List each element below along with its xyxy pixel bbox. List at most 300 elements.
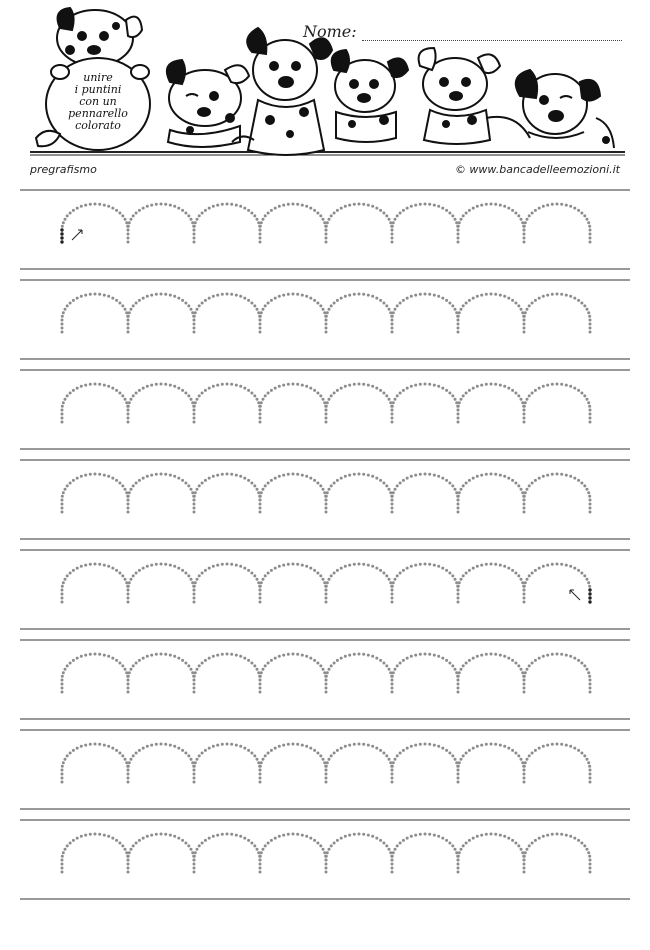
trace-dot <box>391 499 394 502</box>
trace-dot <box>187 844 190 847</box>
trace-dot <box>250 212 253 215</box>
dotted-arch[interactable] <box>457 383 526 424</box>
dotted-arch[interactable] <box>523 653 592 694</box>
dotted-arch[interactable] <box>325 563 394 604</box>
trace-dot <box>523 769 526 772</box>
trace-dot <box>103 564 106 567</box>
trace-dot <box>499 564 502 567</box>
trace-dot <box>260 581 263 584</box>
trace-dot <box>520 668 523 671</box>
trace-dot <box>476 655 479 658</box>
trace-dot <box>66 484 69 487</box>
trace-dot <box>66 844 69 847</box>
trace-dot <box>485 293 488 296</box>
dotted-arch[interactable] <box>523 293 592 334</box>
trace-dot <box>111 297 114 300</box>
dotted-arch[interactable] <box>193 383 262 424</box>
trace-dot <box>322 488 325 491</box>
trace-dot <box>201 572 204 575</box>
dotted-arch[interactable] <box>325 293 394 334</box>
dotted-arch[interactable] <box>193 203 262 244</box>
trace-dot <box>127 417 130 420</box>
trace-dot <box>589 413 592 416</box>
trace-dot <box>193 867 196 870</box>
dotted-arch[interactable] <box>61 383 130 424</box>
trace-dot <box>588 405 591 408</box>
trace-dot <box>460 308 463 311</box>
trace-dot <box>465 572 468 575</box>
trace-dot <box>410 295 413 298</box>
trace-dot <box>193 859 196 862</box>
trace-dot <box>465 842 468 845</box>
trace-dot <box>184 842 187 845</box>
trace-dot <box>494 383 497 386</box>
trace-dot <box>118 572 121 575</box>
trace-dot <box>169 384 172 387</box>
dotted-arch[interactable] <box>61 563 130 604</box>
trace-dot <box>433 744 436 747</box>
trace-dot <box>340 837 343 840</box>
dotted-arch[interactable] <box>391 203 460 244</box>
dotted-arch[interactable] <box>61 293 130 334</box>
trace-dot <box>457 855 460 858</box>
dotted-arch[interactable] <box>127 563 196 604</box>
trace-dot <box>309 207 312 210</box>
trace-dot <box>111 477 114 480</box>
trace-dot <box>247 659 250 662</box>
trace-dot <box>319 754 322 757</box>
trace-dot <box>336 659 339 662</box>
trace-dot <box>348 654 351 657</box>
trace-dot <box>402 569 405 572</box>
trace-dot <box>523 511 526 514</box>
dotted-arch[interactable] <box>127 293 196 334</box>
trace-dot <box>193 507 196 510</box>
dotted-arch[interactable] <box>391 473 460 514</box>
trace-dot <box>521 671 524 674</box>
trace-dot <box>583 574 586 577</box>
trace-dot <box>534 839 537 842</box>
trace-dot <box>247 389 250 392</box>
dotted-arch[interactable] <box>325 833 394 874</box>
trace-dot <box>392 671 395 674</box>
trace-dot <box>169 474 172 477</box>
trace-dot <box>523 777 526 780</box>
dotted-arch[interactable] <box>523 833 592 874</box>
dotted-arch[interactable] <box>391 563 460 604</box>
dotted-arch[interactable] <box>259 383 328 424</box>
dotted-arch[interactable] <box>61 653 130 694</box>
trace-dot <box>127 593 130 596</box>
trace-dot <box>198 484 201 487</box>
trace-dot <box>394 218 397 221</box>
dotted-arch[interactable] <box>259 293 328 334</box>
trace-dot <box>142 837 145 840</box>
trace-dot <box>523 871 526 874</box>
trace-dot <box>204 299 207 302</box>
trace-dot <box>514 482 517 485</box>
trace-dot <box>520 398 523 401</box>
trace-dot <box>323 221 326 224</box>
trace-dot <box>325 773 328 776</box>
trace-dot <box>64 758 67 761</box>
trace-dot <box>262 848 265 851</box>
dotted-arch[interactable] <box>325 743 394 784</box>
trace-dot <box>521 401 524 404</box>
trace-dot <box>419 473 422 476</box>
dotted-arch[interactable] <box>325 473 394 514</box>
trace-dot <box>196 398 199 401</box>
trace-dot <box>259 417 262 420</box>
trace-dot <box>94 563 97 566</box>
trace-dot <box>388 578 391 581</box>
trace-dot <box>325 691 328 694</box>
dotted-arch[interactable] <box>523 743 592 784</box>
trace-dot <box>191 221 194 224</box>
trace-dot <box>340 567 343 570</box>
dotted-arch[interactable] <box>259 653 328 694</box>
dotted-arch[interactable] <box>325 653 394 694</box>
trace-dot <box>503 205 506 208</box>
trace-dot <box>325 241 328 244</box>
dotted-arch[interactable] <box>391 383 460 424</box>
dotted-arch[interactable] <box>457 293 526 334</box>
trace-dot <box>169 744 172 747</box>
trace-dot <box>115 839 118 842</box>
trace-dot <box>391 691 394 694</box>
trace-dot <box>523 229 526 232</box>
trace-dot <box>160 473 163 476</box>
dotted-arch[interactable] <box>325 203 394 244</box>
trace-dot <box>66 214 69 217</box>
trace-dot <box>382 842 385 845</box>
trace-dot <box>173 565 176 568</box>
dotted-arch[interactable] <box>61 203 130 244</box>
trace-dot <box>84 564 87 567</box>
trace-dot <box>348 204 351 207</box>
trace-dot <box>259 593 262 596</box>
trace-dot <box>580 302 583 305</box>
trace-dot <box>256 578 259 581</box>
trace-dot <box>169 204 172 207</box>
trace-dot <box>480 384 483 387</box>
trace-dot <box>253 844 256 847</box>
dotted-arch[interactable] <box>391 743 460 784</box>
trace-dot <box>457 589 460 592</box>
trace-dot <box>61 323 64 326</box>
trace-dot <box>61 417 64 420</box>
trace-dot <box>507 387 510 390</box>
trace-dot <box>414 834 417 837</box>
trace-dot <box>333 302 336 305</box>
trace-dot <box>410 475 413 478</box>
trace-dot <box>476 385 479 388</box>
trace-dot <box>61 683 64 686</box>
trace-dot <box>264 664 267 667</box>
trace-dot <box>259 241 262 244</box>
trace-dot <box>309 387 312 390</box>
trace-dot <box>274 297 277 300</box>
trace-dot <box>239 205 242 208</box>
trace-dot <box>396 754 399 757</box>
trace-dot <box>61 589 64 592</box>
dotted-arch[interactable] <box>61 473 130 514</box>
trace-dot <box>184 572 187 575</box>
trace-dot <box>458 401 461 404</box>
dotted-arch[interactable] <box>61 743 130 784</box>
trace-dot <box>472 207 475 210</box>
trace-dot <box>260 851 263 854</box>
trace-dot <box>118 302 121 305</box>
trace-dot <box>72 839 75 842</box>
trace-dot <box>313 299 316 302</box>
trace-dot <box>524 221 527 224</box>
trace-dot <box>485 473 488 476</box>
trace-dot <box>267 842 270 845</box>
trace-dot <box>353 833 356 836</box>
dotted-arch[interactable] <box>127 743 196 784</box>
dotted-arch[interactable] <box>193 473 262 514</box>
dotted-arch[interactable] <box>193 743 262 784</box>
trace-dot <box>278 745 281 748</box>
dotted-arch[interactable] <box>127 383 196 424</box>
dotted-arch[interactable] <box>193 653 262 694</box>
trace-dot <box>125 761 128 764</box>
trace-dot <box>313 569 316 572</box>
trace-dot <box>437 475 440 478</box>
trace-dot <box>394 398 397 401</box>
trace-dot <box>468 209 471 212</box>
trace-dot <box>260 401 263 404</box>
trace-dot <box>247 839 250 842</box>
trace-dot <box>362 833 365 836</box>
trace-dot <box>142 207 145 210</box>
trace-dot <box>142 567 145 570</box>
trace-dot <box>325 601 328 604</box>
trace-dot <box>428 653 431 656</box>
trace-dot <box>468 389 471 392</box>
trace-dot <box>212 475 215 478</box>
trace-dot <box>325 237 328 240</box>
trace-dot <box>164 653 167 656</box>
trace-dot <box>325 315 328 318</box>
dotted-arch[interactable] <box>457 653 526 694</box>
dotted-arch[interactable] <box>259 743 328 784</box>
trace-dot <box>94 293 97 296</box>
trace-dot <box>362 203 365 206</box>
dotted-arch[interactable] <box>457 563 526 604</box>
trace-dot <box>410 655 413 658</box>
trace-dot <box>454 218 457 221</box>
trace-dot <box>388 848 391 851</box>
trace-dot <box>130 488 133 491</box>
trace-dot <box>523 765 526 768</box>
start-dot <box>60 240 63 243</box>
trace-dot <box>103 474 106 477</box>
trace-dot <box>190 848 193 851</box>
trace-dot <box>201 752 204 755</box>
trace-dot <box>198 214 201 217</box>
trace-dot <box>270 839 273 842</box>
trace-dot <box>344 835 347 838</box>
trace-dot <box>424 833 427 836</box>
trace-dot <box>454 578 457 581</box>
dotted-arch[interactable] <box>127 653 196 694</box>
trace-dot <box>130 308 133 311</box>
dotted-arch[interactable] <box>193 293 262 334</box>
trace-dot <box>556 293 559 296</box>
dotted-arch[interactable] <box>523 473 592 514</box>
trace-dot <box>521 581 524 584</box>
trace-dot <box>187 574 190 577</box>
trace-dot <box>84 384 87 387</box>
trace-dot <box>551 833 554 836</box>
dotted-arch[interactable] <box>259 563 328 604</box>
trace-dot <box>362 743 365 746</box>
trace-dot <box>490 743 493 746</box>
trace-dot <box>127 413 130 416</box>
dotted-arch[interactable] <box>127 203 196 244</box>
trace-dot <box>507 297 510 300</box>
dotted-arch[interactable] <box>61 833 130 874</box>
trace-dot <box>135 392 138 395</box>
trace-dot <box>589 331 592 334</box>
trace-dot <box>325 417 328 420</box>
trace-dot <box>84 294 87 297</box>
trace-dot <box>62 311 65 314</box>
dotted-arch[interactable] <box>259 833 328 874</box>
trace-dot <box>80 745 83 748</box>
trace-dot <box>406 657 409 660</box>
dotted-arch[interactable] <box>457 743 526 784</box>
trace-dot <box>328 218 331 221</box>
trace-dot <box>534 479 537 482</box>
trace-dot <box>278 835 281 838</box>
trace-dot <box>402 389 405 392</box>
dotted-arch[interactable] <box>325 383 394 424</box>
trace-dot <box>259 777 262 780</box>
trace-dot <box>480 834 483 837</box>
trace-dot <box>460 578 463 581</box>
trace-dot <box>396 664 399 667</box>
trace-dot <box>375 567 378 570</box>
trace-dot <box>146 295 149 298</box>
dotted-arch[interactable] <box>523 203 592 244</box>
trace-dot <box>336 299 339 302</box>
trace-dot <box>526 758 529 761</box>
dotted-arch[interactable] <box>457 833 526 874</box>
trace-dot <box>61 867 64 870</box>
trace-dot <box>534 569 537 572</box>
trace-dot <box>198 304 201 307</box>
dotted-arch[interactable] <box>391 833 460 874</box>
trace-dot <box>523 601 526 604</box>
trace-dot <box>250 572 253 575</box>
trace-dot <box>282 474 285 477</box>
trace-dot <box>385 754 388 757</box>
dotted-arch[interactable] <box>523 383 592 424</box>
trace-dot <box>551 473 554 476</box>
dotted-arch[interactable] <box>391 653 460 694</box>
trace-dot <box>569 295 572 298</box>
trace-dot <box>511 389 514 392</box>
trace-dot <box>424 653 427 656</box>
trace-dot <box>511 479 514 482</box>
trace-dot <box>523 597 526 600</box>
trace-dot <box>441 207 444 210</box>
dotted-arch[interactable] <box>259 473 328 514</box>
trace-dot <box>414 744 417 747</box>
trace-dot <box>538 297 541 300</box>
trace-dot <box>457 323 460 326</box>
trace-dot <box>76 297 79 300</box>
trace-dot <box>560 743 563 746</box>
trace-dot <box>451 664 454 667</box>
trace-dot <box>230 473 233 476</box>
dotted-arch[interactable] <box>127 473 196 514</box>
trace-dot <box>103 294 106 297</box>
trace-dot <box>462 304 465 307</box>
trace-dot <box>391 417 394 420</box>
trace-dot <box>259 859 262 862</box>
trace-dot <box>389 221 392 224</box>
trace-dot <box>319 844 322 847</box>
trace-dot <box>296 743 299 746</box>
dotted-arch[interactable] <box>259 203 328 244</box>
trace-dot <box>523 773 526 776</box>
trace-dot <box>586 758 589 761</box>
trace-dot <box>394 308 397 311</box>
trace-dot <box>323 311 326 314</box>
trace-dot <box>64 308 67 311</box>
trace-dot <box>193 863 196 866</box>
trace-dot <box>187 664 190 667</box>
trace-dot <box>61 781 64 784</box>
trace-dot <box>424 473 427 476</box>
trace-dot <box>64 668 67 671</box>
trace-dot <box>221 203 224 206</box>
trace-dot <box>465 392 468 395</box>
dotted-arch[interactable] <box>193 563 262 604</box>
trace-dot <box>485 833 488 836</box>
trace-dot <box>517 484 520 487</box>
dotted-arch[interactable] <box>391 293 460 334</box>
dotted-arch[interactable] <box>193 833 262 874</box>
trace-dot <box>274 387 277 390</box>
trace-dot <box>551 293 554 296</box>
trace-dot <box>146 475 149 478</box>
trace-dot <box>160 653 163 656</box>
dotted-arch[interactable] <box>523 563 592 604</box>
trace-dot <box>391 777 394 780</box>
trace-dot <box>72 749 75 752</box>
trace-dot <box>433 384 436 387</box>
trace-dot <box>253 394 256 397</box>
dotted-arch[interactable] <box>127 833 196 874</box>
trace-dot <box>457 225 460 228</box>
trace-dot <box>382 212 385 215</box>
trace-dot <box>362 653 365 656</box>
trace-dot <box>164 293 167 296</box>
trace-dot <box>287 293 290 296</box>
trace-dot <box>325 233 328 236</box>
trace-dot <box>328 308 331 311</box>
dotted-arch[interactable] <box>457 473 526 514</box>
trace-dot <box>235 744 238 747</box>
dotted-arch[interactable] <box>457 203 526 244</box>
trace-dot <box>524 401 527 404</box>
trace-dot <box>577 659 580 662</box>
